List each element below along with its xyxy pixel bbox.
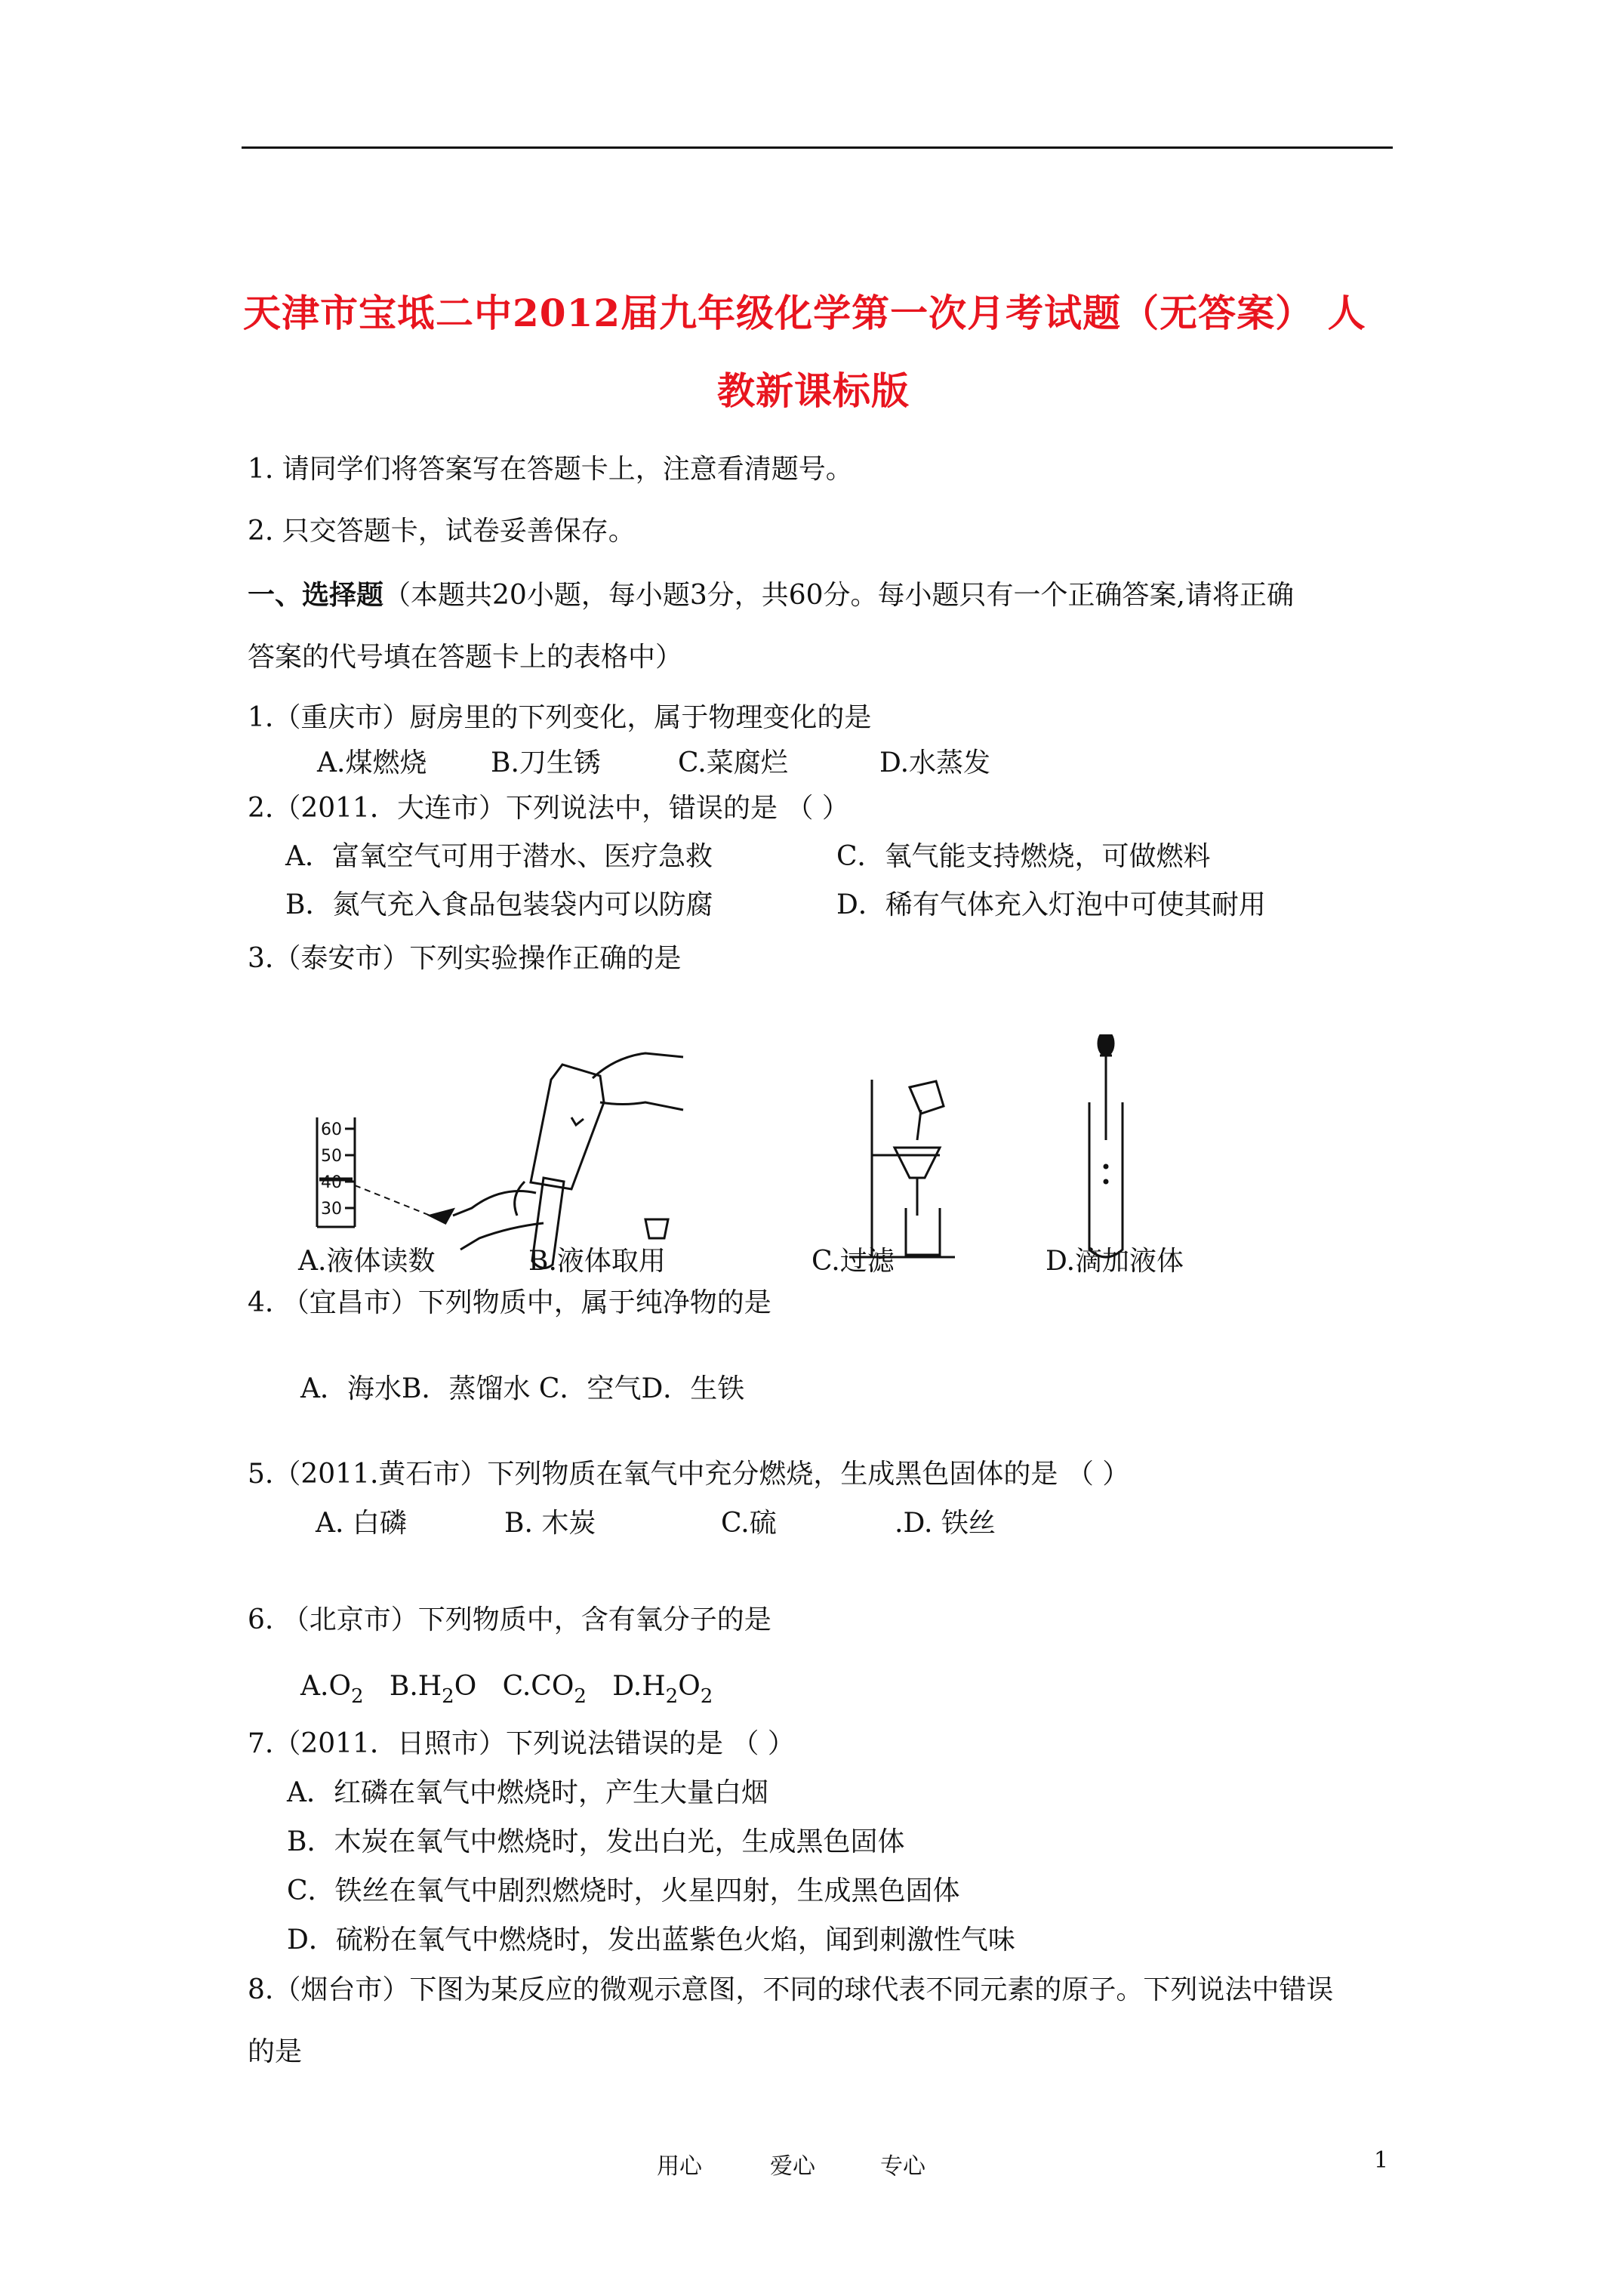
footer-motto-3: 专心 <box>880 2153 925 2180</box>
dropper-icon <box>1089 1034 1123 1257</box>
q3-caption-b: B.液体取用 <box>528 1246 666 1277</box>
q3-stem: 3.（泰安市）下列实验操作正确的是 <box>248 943 682 974</box>
q2-option-a: A．富氧空气可用于潜水、医疗急救 <box>285 841 713 872</box>
q6-option-d: $D.H_2O_2$ <box>612 1671 713 1708</box>
filtration-apparatus-icon <box>849 1080 955 1257</box>
q8-stem: 8.（烟台市）下图为某反应的微观示意图，不同的球代表不同元素的原子。下列说法中错误 <box>248 1974 1334 2005</box>
q5-option-b: B. 木炭 <box>504 1508 596 1539</box>
q6-option-a: $A.O_2$ <box>300 1671 364 1708</box>
section1-heading <box>248 581 1294 609</box>
footer-motto-2: 爱心 <box>770 2153 815 2180</box>
q6-stem: 6. （北京市）下列物质中，含有氧分子的是 <box>248 1604 771 1635</box>
footer-motto-1: 用心 <box>657 2153 702 2180</box>
q1-option-a: A.煤燃烧 <box>317 747 427 778</box>
q3-caption-c: C.过滤 <box>812 1246 895 1277</box>
q7-stem: 7.（2011．日照市）下列说法错误的是 （ ） <box>248 1728 795 1759</box>
q7-option-c: C．铁丝在氧气中剧烈燃烧时，火星四射，生成黑色固体 <box>287 1875 960 1906</box>
q1-stem: 1.（重庆市）厨房里的下列变化，属于物理变化的是 <box>248 702 872 733</box>
document-title-line2: 教新课标版 <box>717 368 910 413</box>
tick-label-50: 50 <box>321 1147 342 1166</box>
note-2: 2. 只交答题卡，试卷妥善保存。 <box>248 516 636 547</box>
section1-desc: （本题共20小题，每小题3分，共60分。每小题只有一个正确答案,请将正确 <box>383 580 1294 611</box>
q2-option-c: C．氧气能支持燃烧，可做燃料 <box>836 841 1211 872</box>
document-title-line1: 天津市宝坻二中2012届九年级化学第一次月考试题（无答案） 人 <box>243 291 1366 335</box>
q5-option-a: A. 白磷 <box>316 1508 407 1539</box>
q7-option-d: D．硫粉在氧气中燃烧时，发出蓝紫色火焰，闻到刺激性气味 <box>287 1925 1015 1955</box>
tick-label-30: 30 <box>321 1200 342 1219</box>
note-1: 1. 请同学们将答案写在答题卡上，注意看清题号。 <box>248 454 853 485</box>
q6-option-b: $B.H_2O$ <box>389 1671 477 1708</box>
q2-stem: 2.（2011．大连市）下列说法中，错误的是 （ ） <box>248 793 849 824</box>
q5-stem: 5.（2011.黄石市）下列物质在氧气中充分燃烧，生成黑色固体的是 （ ） <box>248 1459 1130 1490</box>
page-number: 1 <box>1374 2147 1389 2174</box>
liquid-pouring-icon <box>453 1053 683 1268</box>
header-rule <box>242 146 1393 149</box>
q6-option-c: $C.CO_2$ <box>502 1671 587 1708</box>
q7-option-b: B．木炭在氧气中燃烧时，发出白光，生成黑色固体 <box>287 1826 905 1857</box>
q7-option-a: A．红磷在氧气中燃烧时，产生大量白烟 <box>287 1777 768 1808</box>
q5-option-d: .D. 铁丝 <box>895 1508 996 1539</box>
q4-options: A．海水B．蒸馏水 C．空气D．生铁 <box>300 1373 745 1404</box>
q1-option-c: C.菜腐烂 <box>678 747 788 778</box>
q1-option-d: D.水蒸发 <box>879 747 991 778</box>
q8-stem-line2: 的是 <box>248 2036 303 2067</box>
section1-desc-line2: 答案的代号填在答题卡上的表格中） <box>248 642 683 673</box>
q2-option-d: D．稀有气体充入灯泡中可使其耐用 <box>836 889 1266 920</box>
q1-option-b: B.刀生锈 <box>491 747 601 778</box>
q4-stem: 4. （宜昌市）下列物质中，属于纯净物的是 <box>248 1287 771 1318</box>
q2-option-b: B．氮气充入食品包装袋内可以防腐 <box>285 889 713 920</box>
q3-caption-a: A.液体读数 <box>298 1246 436 1277</box>
q3-figure <box>291 1034 1272 1276</box>
tick-label-60: 60 <box>321 1120 342 1139</box>
section1-head: 一、选择题 <box>248 579 384 611</box>
q3-caption-d: D.滴加液体 <box>1046 1246 1184 1277</box>
q6-options <box>300 1673 713 1706</box>
q5-option-c: C.硫 <box>721 1508 777 1539</box>
tick-label-40: 40 <box>321 1173 342 1192</box>
